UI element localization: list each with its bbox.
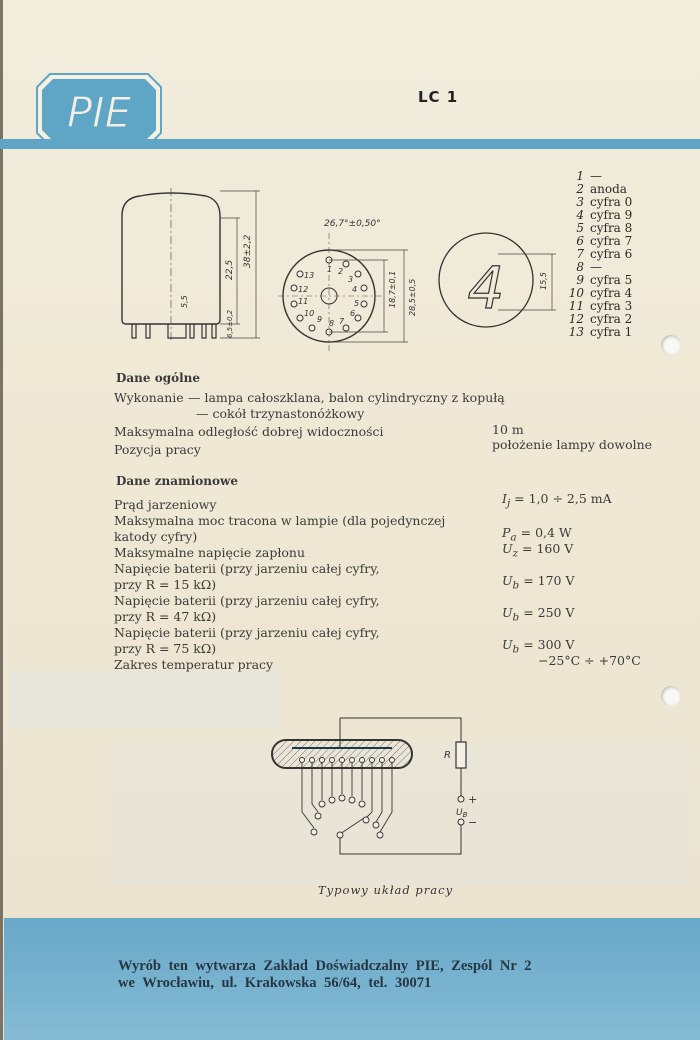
svg-text:15,5: 15,5 — [539, 272, 548, 290]
punch-hole — [661, 335, 681, 355]
punch-hole — [661, 686, 681, 706]
svg-text:26,7°±0,50°: 26,7°±0,50° — [324, 219, 381, 229]
manufacturer-line-2: we Wrocławiu, ul. Krakowska 56/64, tel. 30071 — [118, 975, 432, 991]
bleed-through-block — [10, 670, 282, 728]
circuit-caption: Typowy układ pracy — [318, 883, 454, 897]
rating-label: Napięcie baterii (przy jarzeniu całej cyfry, — [114, 593, 380, 608]
visibility-label: Maksymalna odległość dobrej widoczności — [114, 424, 384, 439]
pinout-row: 1 — — [576, 169, 602, 183]
pinout-row: 12 cyfra 2 — [568, 312, 633, 326]
rating-value: $U_z = 160$ V — [502, 541, 574, 560]
pinout-row: 7 cyfra 6 — [576, 247, 633, 261]
typical-circuit-diagram — [266, 712, 506, 872]
svg-text:1: 1 — [327, 265, 333, 274]
base-view-drawing — [272, 208, 422, 358]
svg-text:5,5: 5,5 — [180, 295, 189, 308]
svg-text:7: 7 — [339, 317, 345, 326]
svg-text:UB: $U_B$ — [456, 808, 468, 819]
position-value: położenie lampy dowolne — [492, 437, 653, 452]
rating-label-cont: przy R = 75 kΩ) — [114, 641, 217, 656]
pie-logo — [36, 73, 162, 147]
svg-text:4: 4 — [352, 285, 358, 294]
svg-text:38±2,2: 38±2,2 — [243, 234, 253, 268]
pinout-row: 9 cyfra 5 — [576, 273, 633, 287]
header-rule — [0, 139, 700, 149]
svg-text:9: 9 — [317, 315, 323, 324]
svg-text:13: 13 — [304, 271, 315, 280]
pinout-list — [568, 170, 632, 339]
svg-text:12: 12 — [298, 285, 309, 294]
pinout-row: 4 cyfra 9 — [576, 208, 633, 222]
rating-value: −25°C ÷ +70°C — [538, 653, 641, 668]
rating-label-cont: przy R = 15 kΩ) — [114, 577, 217, 592]
svg-text:2: 2 — [338, 267, 344, 276]
pinout-row: 3 cyfra 0 — [576, 195, 633, 209]
svg-text:11: 11 — [298, 297, 309, 306]
pinout-row: 6 cyfra 7 — [576, 234, 633, 248]
rating-value: $U_b = 250$ V — [502, 605, 575, 624]
manufacturer-line-1: Wyrób ten wytwarza Zakład Doświadczalny PIE, Zespól Nr 2 — [118, 958, 532, 974]
rating-value: $I_j = 1,0 \div 2,5$ mA — [502, 491, 612, 510]
svg-text:−: − — [468, 816, 478, 829]
svg-text:PIE: PIE — [66, 88, 132, 137]
rating-value: $U_b = 170$ V — [502, 573, 575, 592]
pinout-row: 5 cyfra 8 — [576, 221, 633, 235]
svg-text:18,7±0,1: 18,7±0,1 — [388, 270, 397, 308]
svg-text:8: 8 — [329, 319, 335, 328]
general-heading: Dane ogólne — [116, 371, 201, 385]
model-title: LC 1 — [418, 88, 459, 106]
construction-label: Wykonanie — [114, 390, 184, 405]
rating-label: Napięcie baterii (przy jarzeniu całej cyfry, — [114, 561, 380, 576]
side-view-drawing — [110, 188, 270, 348]
construction-value-1: — lampa całoszklana, balon cylindryczny z kopułą — [188, 390, 505, 405]
visibility-value: 10 m — [492, 422, 524, 437]
svg-text:6,5±0,2: 6,5±0,2 — [226, 309, 234, 338]
ratings-heading: Dane znamionowe — [116, 474, 238, 488]
pinout-row: 11 cyfra 3 — [568, 299, 633, 313]
svg-text:28,5±0,5: 28,5±0,5 — [408, 278, 417, 316]
pinout-row: 2 anoda — [576, 182, 627, 196]
rating-label-cont: przy R = 47 kΩ) — [114, 609, 217, 624]
manufacturer-info — [118, 958, 531, 992]
svg-text:+: + — [468, 793, 478, 806]
pinout-row: 8 — — [576, 260, 602, 274]
page-edge — [0, 0, 3, 1040]
svg-text:3: 3 — [348, 275, 354, 284]
svg-text:R: R — [444, 750, 451, 761]
rating-value: $P_a = 0,4$ W — [502, 525, 572, 544]
rating-label: Prąd jarzeniowy — [114, 497, 217, 512]
pinout-row: 13 cyfra 1 — [568, 325, 633, 339]
rating-label: Maksymalne napięcie zapłonu — [114, 545, 306, 560]
position-label: Pozycja pracy — [114, 442, 201, 457]
rating-label-cont: katody cyfry) — [114, 529, 198, 544]
rating-label: Maksymalna moc tracona w lampie (dla pojedynczej — [114, 513, 446, 528]
svg-text:22,5: 22,5 — [225, 259, 235, 280]
rating-label: Zakres temperatur pracy — [114, 657, 274, 672]
svg-text:4: 4 — [467, 254, 505, 322]
rating-value: $U_b = 300$ V — [502, 637, 575, 656]
svg-text:6: 6 — [350, 309, 356, 318]
pinout-row: 10 cyfra 4 — [568, 286, 633, 300]
rating-label: Napięcie baterii (przy jarzeniu całej cyfry, — [114, 625, 380, 640]
digit-view-drawing — [438, 228, 568, 338]
svg-text:5: 5 — [354, 299, 360, 308]
svg-text:10: 10 — [304, 309, 315, 318]
construction-value-2: — cokół trzynastonóżkowy — [196, 406, 365, 421]
